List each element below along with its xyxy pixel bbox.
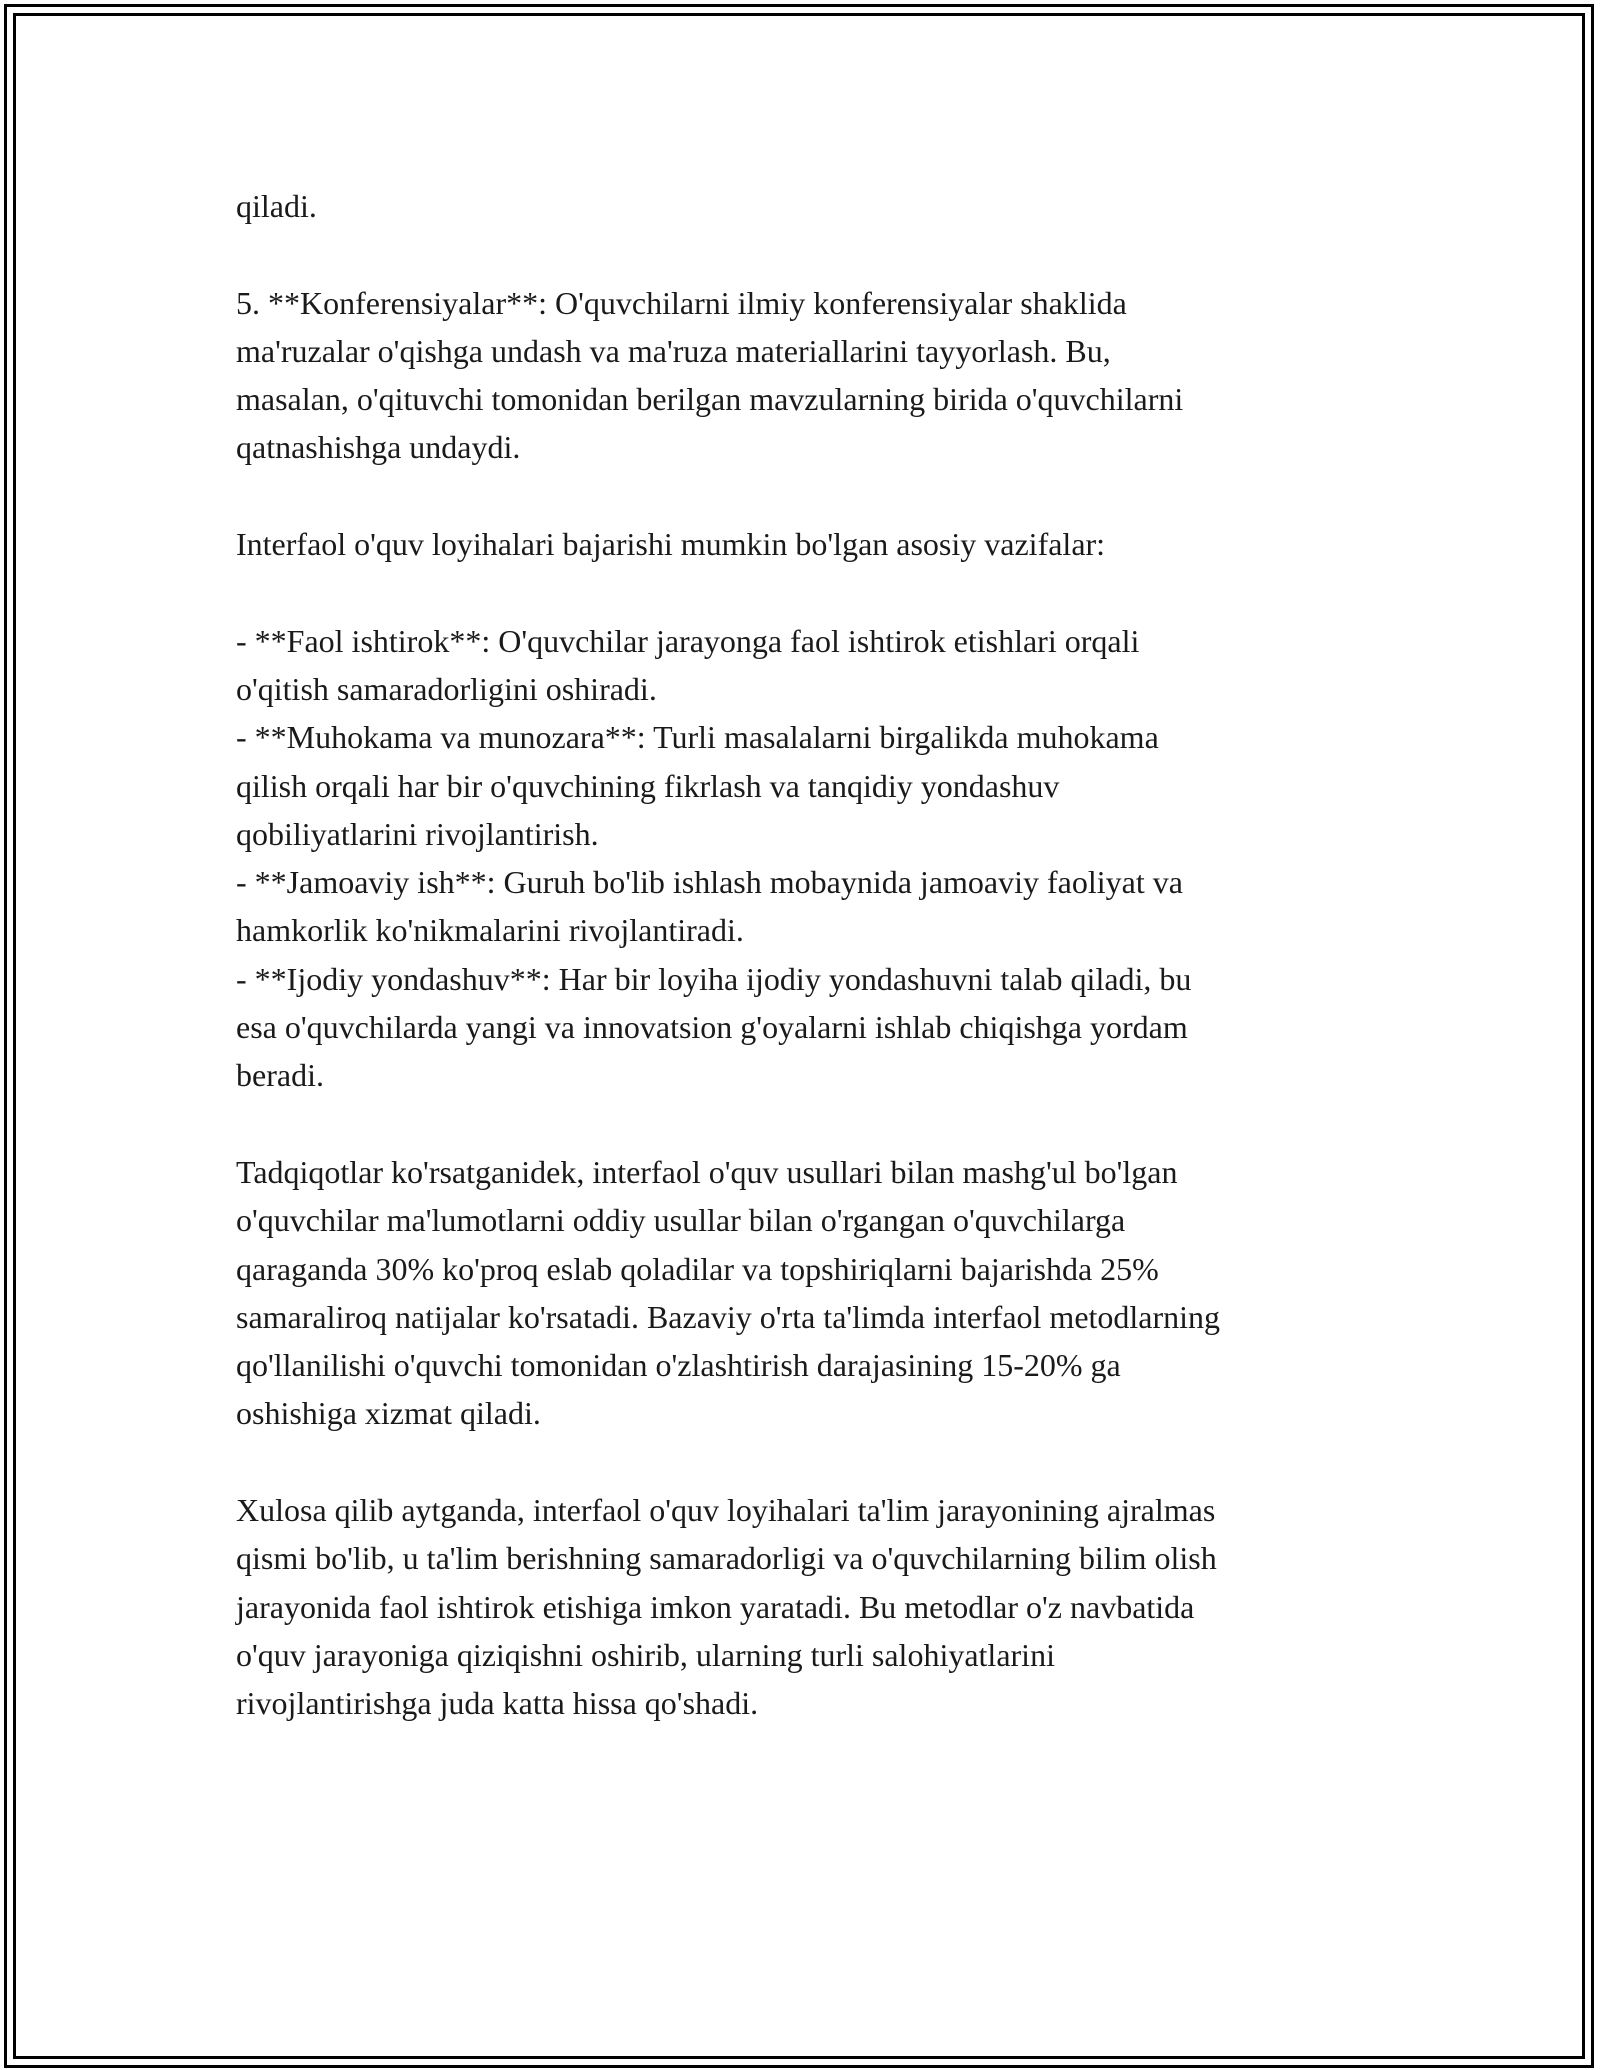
paragraph-continuation: qiladi.	[236, 188, 317, 224]
paragraph-gap	[236, 230, 1366, 278]
paragraph-conclusion: Xulosa qilib aytganda, interfaol o'quv loyihalari ta'lim jarayonining ajralmas qismi bo'lib, u ta'lim berishning samaradorligi va o'quvchilarning bilim olish jarayonida faol ishtirok etishiga imkon yaratadi. Bu metodlar o'z navbatida o'quv jarayoniga qiziqishni oshirib, ularning turli salohiyatlarini rivojlantirishga juda katta hissa qo'shadi.	[236, 1492, 1217, 1722]
paragraph-research: Tadqiqotlar ko'rsatganidek, interfaol o'quv usullari bilan mashg'ul bo'lgan o'quvchilar ma'lumotlarni oddiy usullar bilan o'rgangan o'quvchilarga qaraganda 30% ko'proq eslab qoladilar va topshiriqlarni bajarishda 25% samaraliroq natijalar ko'rsatadi. Bazaviy o'rta ta'limda interfaol metodlarning qo'llanilishi o'quvchi tomonidan o'zlashtirish darajasining 15-20% ga oshishiga xizmat qiladi.	[236, 1153, 1221, 1432]
paragraph-task-list: - **Faol ishtirok**: O'quvchilar jarayonga faol ishtirok etishlari orqali o'qitish samaradorligini oshiradi. - **Muhokama va munozara**: Turli masalalarni birgalikda muhokama qilish orqali har bir o'quvchining fikrlash va tanqidiy yondashuv qobiliyatlarini rivojlantirish. - **Jamoaviy ish**: Guruh bo'lib ishlash mobaynida jamoaviy faoliyat va hamkorlik ko'nikmalarini rivojlantiradi. - **Ijodiy yondashuv**: Har bir loyiha ijodiy yondashuvni talab qiladi, bu esa o'quvchilarda yangi va innovatsion g'oyalarni ishlab chiqishga yordam beradi.	[236, 622, 1192, 1094]
paragraph-tasks-intro: Interfaol o'quv loyihalari bajarishi mumkin bo'lgan asosiy vazifalar:	[236, 526, 1106, 563]
paragraph-conferences: 5. **Konferensiyalar**: O'quvchilarni ilmiy konferensiyalar shaklida ma'ruzalar o'qishga undash va ma'ruza materiallarini tayyorlash. Bu, masalan, o'qituvchi tomonidan berilgan mavzularning birida o'quvchilarni qatnashishga undaydi.	[236, 284, 1184, 466]
paragraph-gap	[236, 1438, 1366, 1486]
document-body	[236, 182, 1366, 1728]
paragraph-gap	[236, 568, 1366, 616]
paragraph-gap	[236, 472, 1366, 520]
paragraph-gap	[236, 1100, 1366, 1148]
